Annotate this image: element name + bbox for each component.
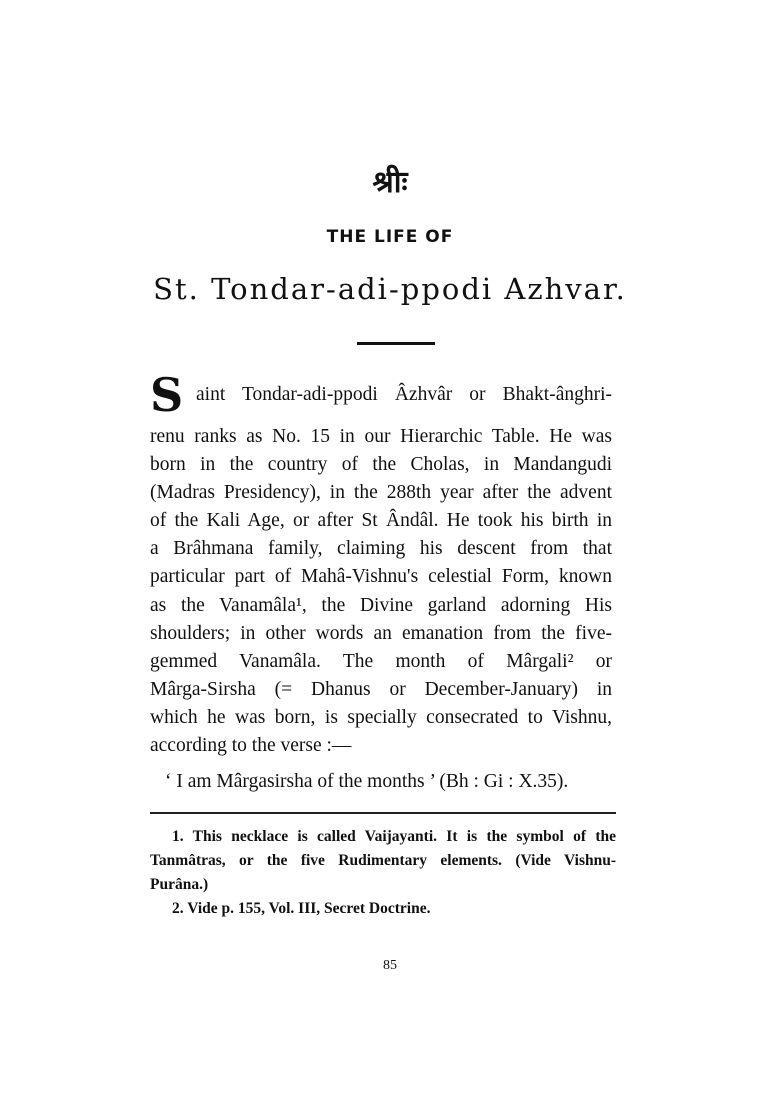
footnote-line: Tanmâtras, or the five Rudimentary elements. (Vide Vishnu- [150,852,616,869]
footnote-line: 1. This necklace is called Vaijayanti. It is the symbol of the [172,828,616,845]
body-line: gemmed Vanamâla. The month of Mârgali² or [150,651,612,672]
footnote-line: 2. Vide p. 155, Vol. III, Secret Doctrine. [172,900,431,917]
quote-line: ‘ I am Mârgasirsha of the months ’ (Bh : Gi : X.35). [165,771,569,792]
body-line: which he was born, is specially consecrated to Vishnu, [150,707,612,728]
body-line: born in the country of the Cholas, in Mandangudi [150,454,612,475]
body-line: (Madras Presidency), in the 288th year after the advent [150,482,612,503]
drop-cap: S [150,368,184,422]
footnote-rule [150,812,616,814]
footnote-line: Purâna.) [150,876,209,893]
body-line: renu ranks as No. 15 in our Hierarchic Table. He was [150,426,612,447]
body-line: Mârga-Sirsha (= Dhanus or December-January) in [150,679,612,700]
page-title: St. Tondar-adi-ppodi Azhvar. [153,272,627,306]
body-line: as the Vanamâla¹, the Divine garland adorning His [150,595,612,616]
invocation-sri: श्रीः [372,165,408,200]
body-line: particular part of Mahâ-Vishnu's celestial Form, known [150,566,612,587]
title-rule [357,342,435,345]
body-line: shoulders; in other words an emanation from the five- [150,623,612,644]
body-line: a Brâhmana family, claiming his descent from that [150,538,612,559]
subtitle: THE LIFE OF [326,227,454,247]
body-line: aint Tondar-adi-ppodi Âzhvâr or Bhakt-ânghri- [196,384,612,405]
page-number: 85 [383,958,397,973]
body-line: of the Kali Age, or after St Ândâl. He took his birth in [150,510,612,531]
body-line: according to the verse :— [150,735,352,756]
